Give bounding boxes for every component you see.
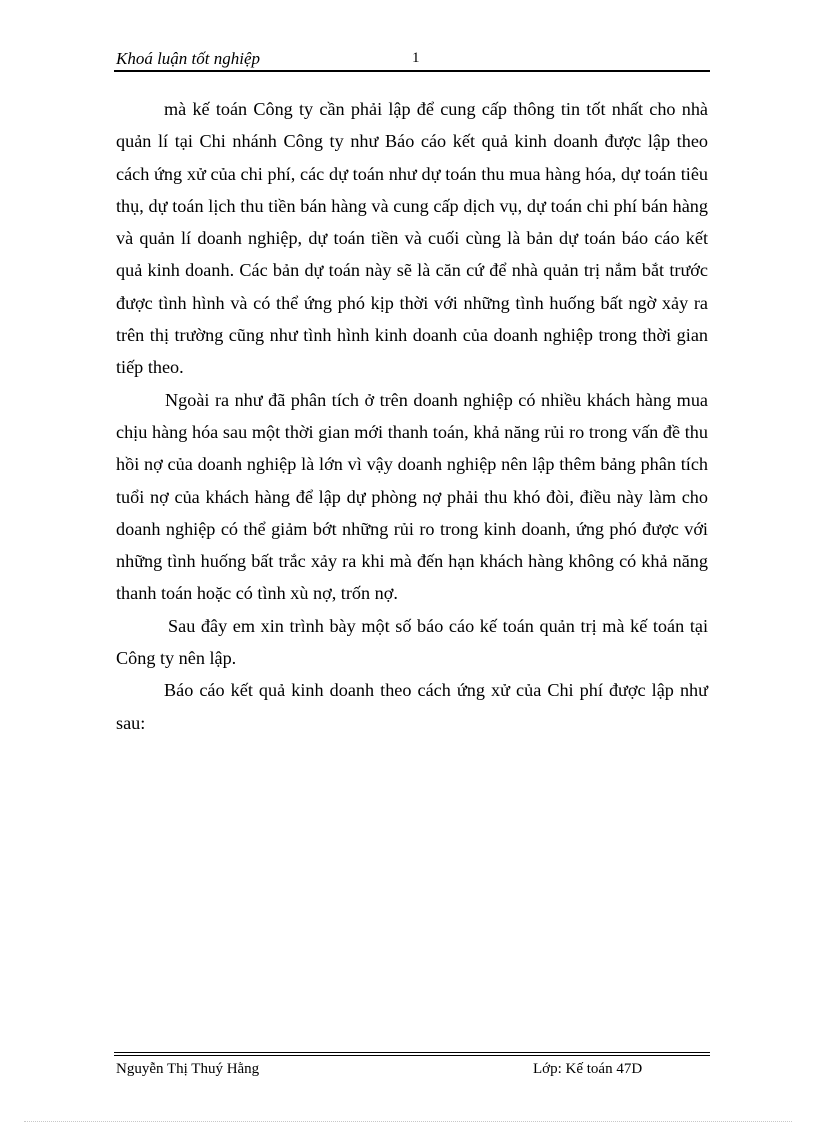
class-name: Lớp: Kế toán 47D [533,1061,643,1077]
paragraph: Ngoài ra như đã phân tích ở trên doanh nghiệp có nhiều khách hàng mua chịu hàng hóa sau một thời gian mới thanh toán, khả năng rủi ro trong vấn đề thu hồi nợ của doanh nghiệp là lớn vì vậy doanh nghiệp nên lập thêm bảng phân tích tuổi nợ của khách hàng để lập dự phòng nợ phải thu khó đòi, điều này làm cho doanh nghiệp có thể giảm bớt những rủi ro trong kinh doanh, ứng phó được với những tình huống bất trắc xảy ra khi mà đến hạn khách hàng không có khả năng thanh toán hoặc có tình xù nợ, trốn nợ. [116,389,708,604]
footer-divider-secondary [114,1055,710,1056]
page-number: 1 [412,50,420,66]
paragraph: Báo cáo kết quả kinh doanh theo cách ứng xử của Chi phí được lập như sau: [116,680,708,733]
footer-divider [114,1052,710,1053]
paragraph: Sau đây em xin trình bày một số báo cáo kế toán quản trị mà kế toán tại Công ty nên lập. [116,615,708,669]
body-text [116,93,708,739]
page-edge [24,1121,792,1122]
paragraph: mà kế toán Công ty cần phải lập để cung cấp thông tin tốt nhất cho nhà quản lí tại Chi nhánh Công ty như Báo cáo kết quả kinh doanh được lập theo cách ứng xử của chi phí, các dự toán như dự toán thu mua hàng hóa, dự toán tiêu thụ, dự toán lịch thu tiền bán hàng và cung cấp dịch vụ, dự toán chi phí bán hàng và quản lí doanh nghiệp, dự toán tiền và cuối cùng là bản dự toán báo cáo kết quả kinh doanh. Các bản dự toán này sẽ là căn cứ để nhà quản trị nắm bắt trước được tình hình và có thể ứng phó kịp thời với những tình huống bất ngờ xảy ra trên thị trường cũng như tình hình kinh doanh của doanh nghiệp trong thời gian tiếp theo. [116,99,708,378]
document-title: Khoá luận tốt nghiệp [116,49,261,68]
author-name: Nguyễn Thị Thuý Hằng [116,1061,260,1077]
header-divider [114,70,710,72]
